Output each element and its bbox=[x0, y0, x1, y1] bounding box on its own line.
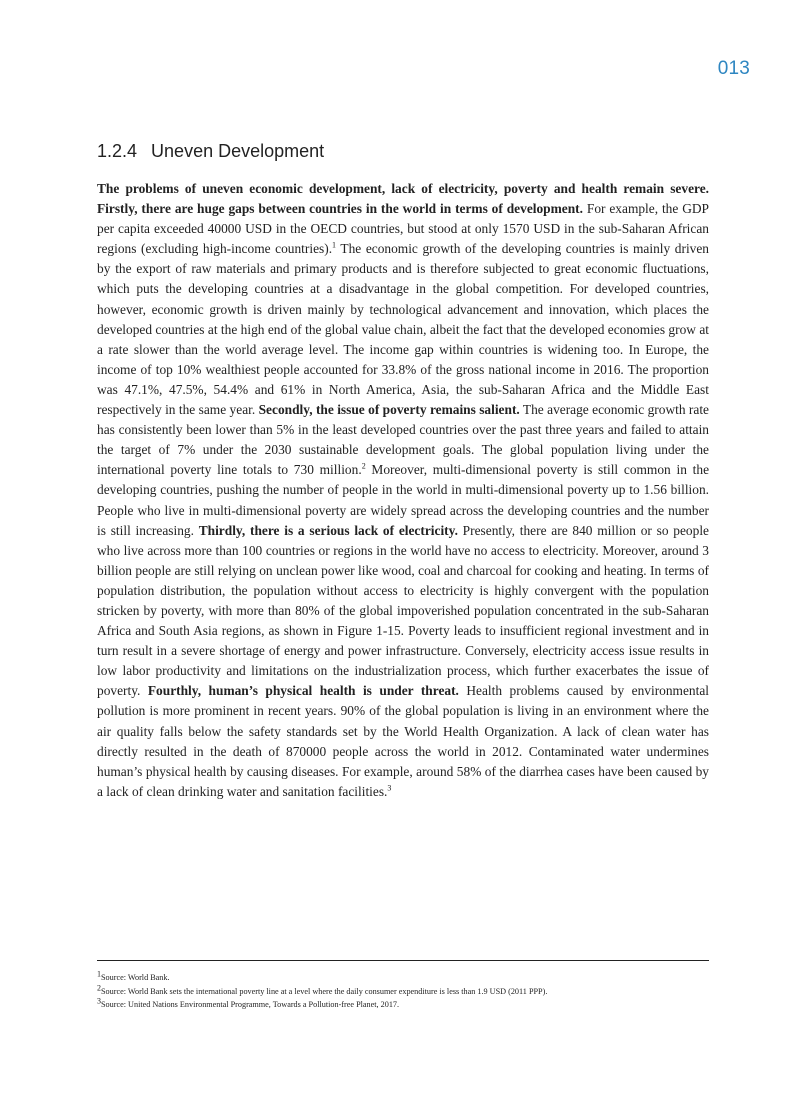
section-number: 1.2.4 bbox=[97, 141, 138, 161]
body-paragraph bbox=[97, 179, 709, 802]
footnote-mark: 2 bbox=[97, 982, 101, 992]
footnote-text: Source: United Nations Environmental Programme, Towards a Pollution-free Planet, 2017. bbox=[101, 1000, 400, 1009]
section-heading bbox=[97, 141, 324, 162]
footnote-ref-2[interactable]: 2 bbox=[361, 461, 366, 471]
page-number: 013 bbox=[717, 58, 750, 79]
body-text-health: Health problems caused by environmental pollution is more prominent in recent years. 90% of the global population is living in an environment where the air quality falls below the safety standards set by the World Health Organization. A lack of clean water has directly resulted in the death of 870000 people across the world in 2012. Contaminated water undermines human’s physical health by causing diseases. For example, around 58% of the diarrhea cases have been caused by a lack of clean drinking water and sanitation facilities. bbox=[97, 683, 709, 799]
footnote-ref-3[interactable]: 3 bbox=[387, 783, 392, 793]
footnote-divider bbox=[97, 960, 709, 961]
footnote-ref-1[interactable]: 1 bbox=[332, 240, 337, 250]
body-text-gdp: For example, the GDP per capita exceeded 40000 USD in the OECD countries, but stood at only 1570 USD in the sub-Saharan African regions (excluding high-income countries). bbox=[97, 201, 710, 257]
body-text-multidimensional: Moreover, multi-dimensional poverty is still common in the developing countries, pushing the number of people in the world in multi-dimensional poverty up to 1.56 billion. People who live in multi-dimensional poverty are widely spread across the developing countries and the number is still increasing. bbox=[97, 462, 710, 538]
lead-statement-fourthly: Fourthly, human’s physical health is under threat. bbox=[147, 683, 459, 699]
footnotes bbox=[97, 971, 717, 1012]
section-title: Uneven Development bbox=[151, 141, 325, 161]
lead-statement-secondly: Secondly, the issue of poverty remains salient. bbox=[258, 402, 520, 418]
body-text-poverty: The average economic growth rate has consistently been lower than 5% in the least developed countries over the past three years and failed to attain the target of 7% under the 2030 sustainable development goals. The global population living under the international poverty line totals to 730 million. bbox=[97, 402, 709, 478]
footnote-3 bbox=[97, 998, 717, 1012]
footnote-2 bbox=[97, 982, 717, 999]
body-text-growth: The economic growth of the developing countries is mainly driven by the export of raw materials and primary products and is therefore subjected to great economic fluctuations, which puts the developing countries at a disadvantage in the global competition. For developed countries, however, economic growth is driven mainly by technological advancement and innovation, which places the developed countries at the high end of the global value chain, albeit the fact that the developed economies grow at a rate slower than the world average level. The income gap within countries is widening too. In Europe, the income of top 10% wealthiest people accounted for 33.8% of the gross national income in 2016. The proportion was 47.1%, 47.5%, 54.4% and 61% in North America, Asia, the sub-Saharan Africa and the Middle East respectively in the same year. bbox=[97, 241, 710, 418]
footnote-text: Source: World Bank sets the international poverty line at a level where the daily consumer expenditure is less than 1.9 USD (2011 PPP). bbox=[101, 986, 548, 996]
footnote-1 bbox=[97, 971, 717, 985]
footnote-mark: 3 bbox=[97, 996, 101, 1006]
lead-statement-firstly: The problems of uneven economic development, lack of electricity, poverty and health remain severe. Firstly, there are huge gaps between countries in the world in terms of development. bbox=[97, 181, 709, 217]
footnote-mark: 1 bbox=[97, 969, 101, 979]
footnote-text: Source: World Bank. bbox=[101, 973, 170, 982]
lead-statement-thirdly: Thirdly, there is a serious lack of electricity. bbox=[198, 522, 458, 538]
body-text-electricity: Presently, there are 840 million or so people who live across more than 100 countries or regions in the world have no access to electricity. Moreover, around 3 billion people are still relying on unclean power like wood, coal and charcoal for cooking and heating. In terms of population distribution, the population without access to electricity is highly convergent with the population stricken by poverty, with more than 80% of the global impoverished population concentrated in the sub-Saharan Africa and South Asia regions, as shown in Figure 1-15. Poverty leads to insufficient regional investment and in turn result in a severe shortage of energy and power infrastructure. Conversely, electricity access issue results in low labor productivity and limitations on the industrialization process, which further exacerbates the issue of poverty. bbox=[97, 522, 709, 699]
